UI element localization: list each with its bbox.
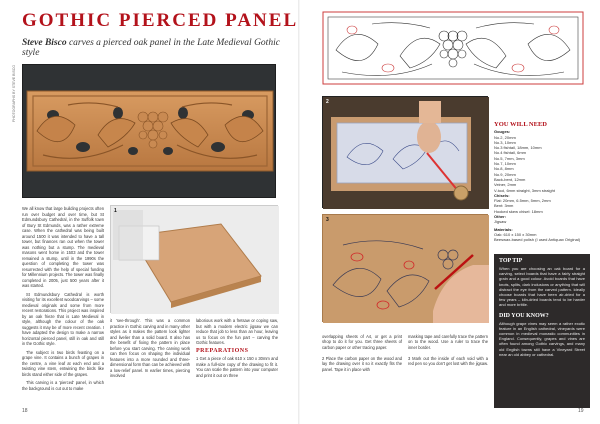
- material-item: Beeswax-based polish (I used Antiquax Original): [494, 237, 581, 243]
- tool-item: V-tool, 6mm straight, 3mm straight: [494, 187, 555, 193]
- tip-box: [494, 254, 590, 408]
- finished-panel-photo: [22, 64, 276, 198]
- intro-paragraph: laborious work with a fretsaw or coping saw, but with a modern electric jigsaw we can reduce that job to less than an hour, leaving us to focus on the fun part – carving the Gothic features.: [196, 318, 278, 345]
- pattern-drawing: [322, 10, 584, 88]
- tool-item: No.4 fishtail, 6mm: [494, 150, 527, 156]
- article-title: GOTHIC PIERCED PANEL: [22, 10, 299, 31]
- tool-item: Hooked skew chisel: 18mm: [494, 208, 543, 214]
- author-name: Steve Bisco: [22, 38, 67, 48]
- subtitle-text: carves a pierced oak panel in the Late Medieval Gothic style: [22, 38, 280, 58]
- pattern-line-drawing: [322, 10, 584, 88]
- step-text-column-1: [322, 328, 402, 381]
- you-will-need-heading: YOU WILL NEED: [494, 121, 547, 128]
- photo-credit: PHOTOGRAPHS BY STEVE BISCO: [12, 64, 16, 122]
- intro-paragraph: We all know that large building projects often run over budget and over time, but St Edmundsbury Cathedral, in the Suffolk town of Bury St Edmunds, was a rather extreme case. When the cathedral was being built around 1500 it was intended to have a tall tower, but finances ran out when the tower was nothing but a stump. The medieval masons went home in 1503 and the tower remained a stump, until in the 1990s the question of completing the tower was resurrected with the help of special funding for Millennium projects. The tower was finally completed in 2005, just 500 years after it was started.: [22, 206, 104, 288]
- did-you-know-heading: DID YOU KNOW?: [499, 312, 549, 319]
- tool-item: No.8, 8mm: [494, 166, 514, 172]
- step-text-column-2: [408, 328, 488, 375]
- tool-item: Back-bent, 12mm: [494, 176, 526, 182]
- photo-number: 3: [326, 217, 329, 223]
- step-text: overlapping sheets of A4, or get a print shop to do it for you. Get three sheets of carbon paper or other tracing paper. 2 Place the carbon paper on the wood and lay the drawing over it so it exactly fits the panel. Tape it in place with: [322, 333, 402, 372]
- intro-column-2: [110, 318, 190, 382]
- step-text: masking tape and carefully trace the pattern on to the wood. Use a ruler to trace the inner border. 3 Mark out the inside of each void with a red pen so you don't get lost with the jigsaw.: [408, 333, 488, 366]
- did-you-know-text: Although grape vines may seem a rather exotic feature in an English cathedral, vineyards were common in medieval monastic communities in England. Consequently, grapes and vines are often found among Gothic carvings, and many old English towns still have a Vineyard Street near an old abbey or cathedral.: [499, 320, 585, 357]
- carved-panel-image: [23, 65, 277, 199]
- photo-number: 2: [326, 99, 329, 105]
- photo-number: 1: [114, 208, 117, 214]
- intro-paragraph: This carving is a 'pierced' panel, in which the background is cut out to make: [22, 380, 104, 391]
- tracing-pattern-image: [323, 97, 489, 209]
- gouges-label: Gouges:: [494, 129, 511, 135]
- top-tip-heading: TOP TIP: [499, 258, 523, 264]
- other-label: Other:: [494, 214, 506, 220]
- intro-paragraph: The subject is two birds feasting on a grape vine. It contains a bunch of grapes in the centre, a vine leaf at each end and a twisting vine stem, entwining the birds like birds stand either side of the grapes.: [22, 349, 104, 377]
- intro-paragraph: St Edmundsbury Cathedral is worth visiting for its excellent woodcarvings – some medieval originals and some from more recent restorations. This project was inspired by an oak frieze that is Late Medieval in style, although the colour of the oak suggests it may be of more recent creation. I have adapted the design to make a narrow horizontal pierced panel, still in oak and still in the Gothic style.: [22, 291, 104, 346]
- tool-item: No.2, 20mm: [494, 134, 516, 140]
- materials-label: Materials:: [494, 226, 513, 232]
- top-tip-text: When you are choosing an oak board for a carving, select boards that have a fairly straight grain and a good colour. Avoid boards that have knots, splits, dark inclusions or anything that will distract the eye from the carved pattern. Ideally choose boards that have been air-dried for a few years – kiln-dried boards tend to be harder and more brittle.: [499, 266, 585, 308]
- page-number-left: 18: [22, 408, 28, 414]
- marking-voids-image: [323, 215, 489, 323]
- step-1-photo: [110, 205, 278, 313]
- tool-item: Flat: 20mm, 6.5mm, 5mm, 2mm: [494, 198, 551, 204]
- tool-item: Veiner, 2mm: [494, 182, 517, 188]
- tool-item: No.3 fishtail, 18mm, 10mm: [494, 145, 542, 151]
- article-subtitle: [22, 38, 292, 58]
- tool-item: No.9, 20mm: [494, 171, 516, 177]
- step-1-text: 1 Get a piece of oak 610 x 150 x 30mm and make a full-size copy of the drawing to fit it. You can scale the pattern into your computer and print it out on three: [196, 356, 278, 378]
- page-number-right: 19: [578, 408, 584, 414]
- chisels-label: Chisels:: [494, 192, 510, 198]
- tool-item: No.7, 10mm: [494, 161, 516, 167]
- tool-item: Jigsaw: [494, 219, 507, 225]
- tool-item: No.3, 10mm: [494, 139, 516, 145]
- intro-column-1: [22, 206, 104, 394]
- intro-paragraph: it 'see-through'. This was a common practice in Gothic carving and in many other styles as it makes the pattern look lighter and livelier than a solid board. It also has the benefit of fixing the pattern in place before you start carving. The carving work can then focus on shaping the individual features into a more rounded and three-dimensional form than can be achieved with a low-relief panel. In earlier times, piercing involved: [110, 318, 190, 378]
- material-item: Oak: 610 x 150 x 30mm: [494, 231, 537, 237]
- tool-item: No.5, 7mm, 3mm: [494, 155, 525, 161]
- preparations-heading: PREPARATIONS: [196, 347, 249, 354]
- oak-board-image: [111, 206, 279, 314]
- you-will-need-box: [494, 122, 586, 243]
- intro-column-3: [196, 318, 278, 381]
- tool-item: Bent: 3mm: [494, 203, 514, 209]
- step-3-photo: [322, 214, 488, 322]
- step-2-photo: [322, 96, 488, 208]
